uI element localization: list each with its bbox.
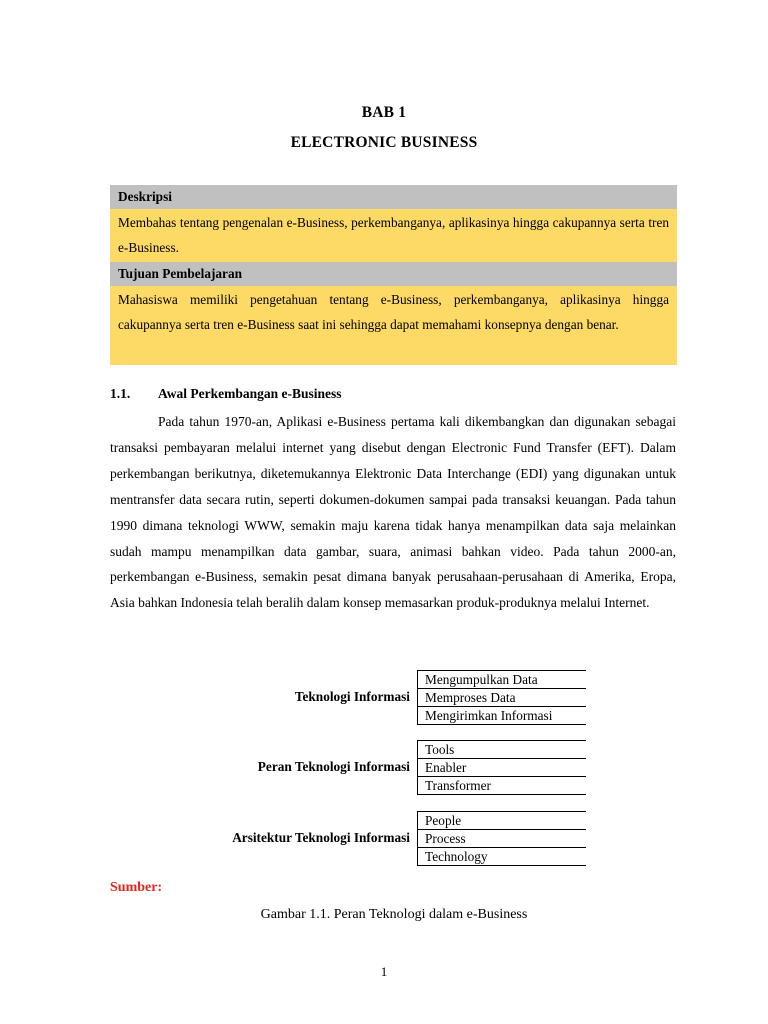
section-paragraph: Pada tahun 1970-an, Aplikasi e-Business pertama kali dikembangkan dan digunakan sebagai transaksi pembayaran melalui internet yang disebut dengan Electronic Fund Transfer (EFT). Dalam perkembangan berikutnya, diketemukannya Elektronic Data Interchange (EDI) yang digunakan untuk mentransfer data secara rutin, seperti dokumen-dokumen sampai pada transaksi keuangan. Pada tahun 1990 dimana teknologi WWW, semakin maju karena tidak hanya menampilkan data saja melainkan sudah mampu menampilkan data gambar, suara, animasi bahkan video. Pada tahun 2000-an, perkembangan e-Business, semakin pesat dimana banyak perusahaan-perusahaan di Amerika, Eropa, Asia bahkan Indonesia telah beralih dalam konsep memasarkan produk-produknya melalui Internet. <box>110 414 676 611</box>
description-text: Membahas tentang pengenalan e-Business, perkembanganya, aplikasinya hingga cakupannya serta tren e-Business. <box>110 209 677 262</box>
description-header: Deskripsi <box>110 185 677 209</box>
diagram-item: People <box>418 811 586 829</box>
diagram-label-arsitektur-teknologi-informasi: Arsitektur Teknologi Informasi <box>232 830 410 845</box>
diagram-item: Transformer <box>418 776 586 795</box>
diagram-item: Tools <box>418 740 586 758</box>
page-number: 1 <box>380 964 388 979</box>
diagram-list-peran-teknologi-informasi <box>417 740 586 795</box>
diagram-label-teknologi-informasi: Teknologi Informasi <box>294 689 410 704</box>
diagram-list-teknologi-informasi <box>417 670 586 725</box>
diagram-item: Mengirimkan Informasi <box>418 706 586 725</box>
figure-caption: Gambar 1.1. Peran Teknologi dalam e-Business <box>260 907 528 922</box>
chapter-number: BAB 1 <box>361 104 407 121</box>
section-heading <box>110 386 342 402</box>
chapter-title: ELECTRONIC BUSINESS <box>290 134 478 151</box>
source-label: Sumber: <box>110 880 163 895</box>
diagram-item: Process <box>418 829 586 847</box>
diagram-list-arsitektur-teknologi-informasi <box>417 811 586 866</box>
info-box <box>110 185 677 365</box>
objective-text: Mahasiswa memiliki pengetahuan tentang e-Business, perkembanganya, aplikasinya hingga cakupannya serta tren e-Business saat ini sehingga dapat memahami konsepnya dengan benar. <box>110 286 677 365</box>
diagram-item: Mengumpulkan Data <box>418 670 586 688</box>
diagram-label-peran-teknologi-informasi: Peran Teknologi Informasi <box>257 759 410 774</box>
objective-header: Tujuan Pembelajaran <box>110 262 677 286</box>
section-number: 1.1. <box>110 386 131 401</box>
section-title: Awal Perkembangan e-Business <box>158 386 342 401</box>
diagram-item: Technology <box>418 847 586 866</box>
diagram-item: Memproses Data <box>418 688 586 706</box>
diagram-item: Enabler <box>418 758 586 776</box>
